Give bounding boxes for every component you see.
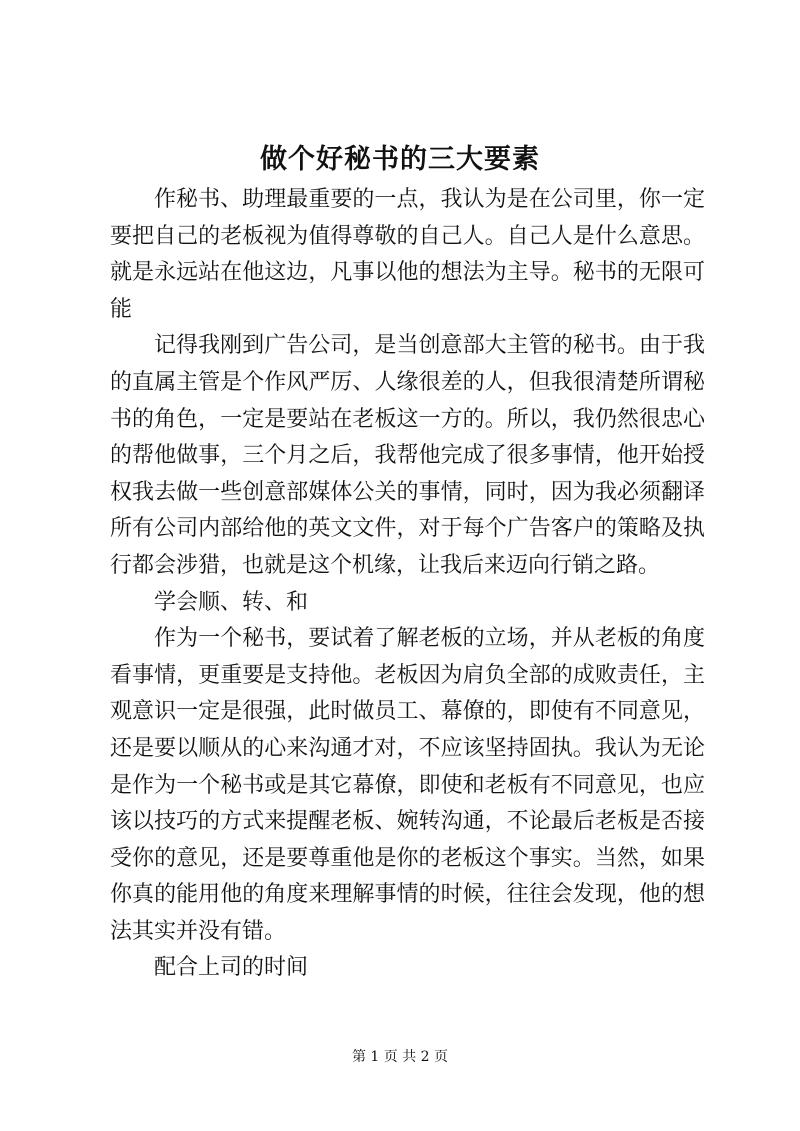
section-heading-2: 配合上司的时间 <box>154 955 309 981</box>
page-footer: 第 1 页 共 2 页 <box>351 1049 449 1065</box>
paragraph-1: 作秘书、助理最重要的一点，我认为是在公司里，你一定要把自己的老板视为值得尊敬的自己人。自己人是什么意思。就是永远站在他这边，凡事以他的想法为主导。秘书的无限可能 <box>110 187 705 322</box>
document-body <box>110 182 705 987</box>
page-title: 做个好秘书的三大要素 <box>260 144 540 175</box>
section-heading-1: 学会顺、转、和 <box>154 589 309 615</box>
paragraph-2: 记得我刚到广告公司，是当创意部大主管的秘书。由于我的直属主管是个作风严厉、人缘很差的人，但我很清楚所谓秘书的角色，一定是要站在老板这一方的。所以，我仍然很忠心的帮他做事，三个月之后，我帮他完成了很多事情，他开始授权我去做一些创意部媒体公关的事情，同时，因为我必须翻译所有公司内部给他的英文文件，对于每个广告客户的策略及执行都会涉猎，也就是这个机缘，让我后来迈向行销之路。 <box>110 333 705 578</box>
paragraph-3: 作为一个秘书，要试着了解老板的立场，并从老板的角度看事情，更重要是支持他。老板因为肩负全部的成败责任，主观意识一定是很强，此时做员工、幕僚的，即使有不同意见，还是要以顺从的心来沟通才对，不应该坚持固执。我认为无论是作为一个秘书或是其它幕僚，即使和老板有不同意见，也应该以技巧的方式来提醒老板、婉转沟通，不论最后老板是否接受你的意见，还是要尊重他是你的老板这个事实。当然，如果你真的能用他的角度来理解事情的时候，往往会发现，他的想法其实并没有错。 <box>110 626 705 944</box>
